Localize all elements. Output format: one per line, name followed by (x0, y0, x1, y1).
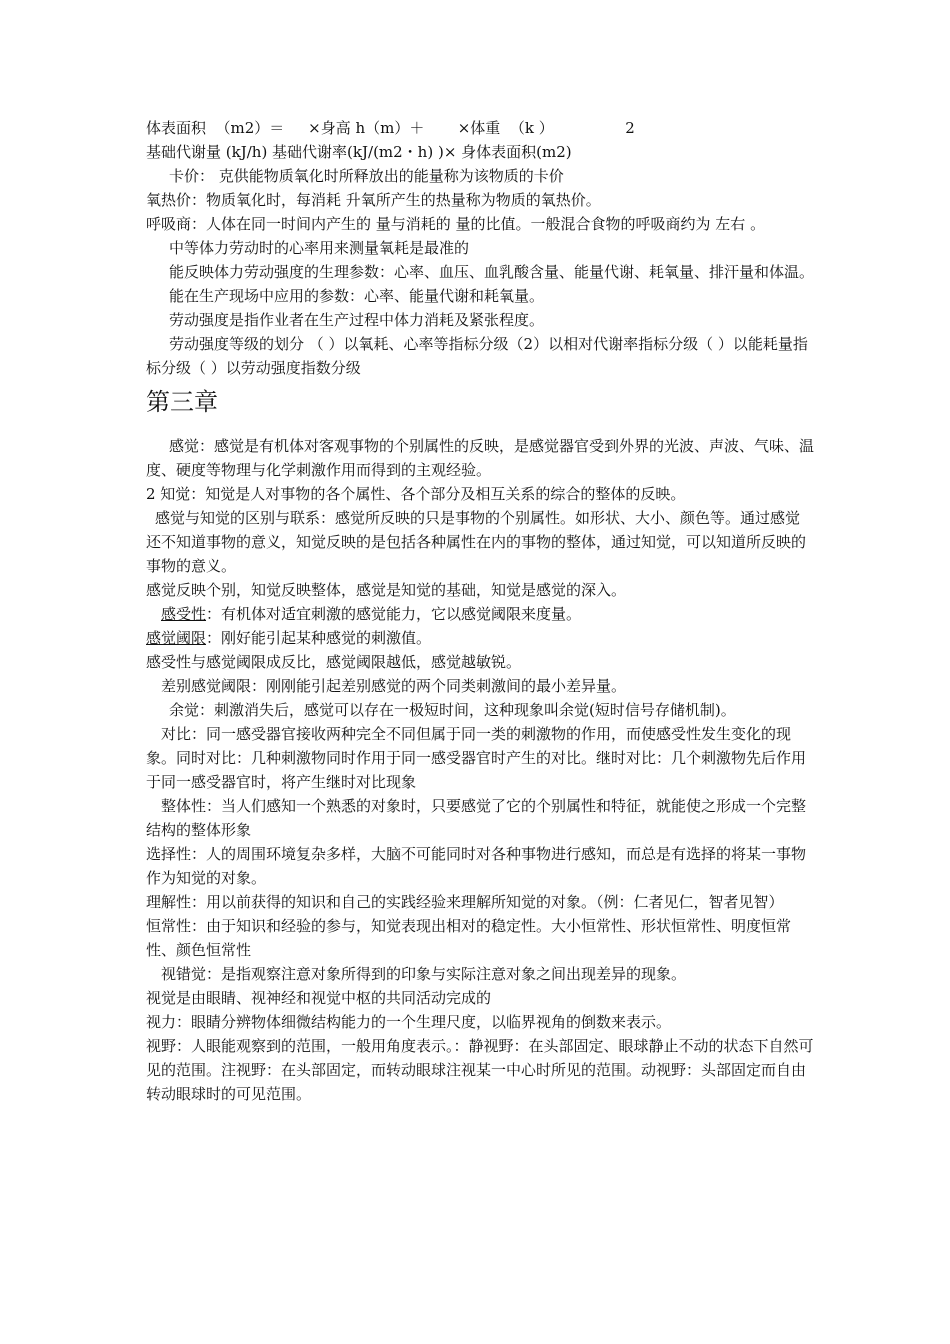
physiological-params: 能反映体力劳动强度的生理参数：心率、血压、血乳酸含量、能量代谢、耗氧量、排汗量和体温。 (169, 263, 815, 281)
threshold-definition: ：刚好能引起某种感觉的刺激值。 (206, 629, 432, 647)
visual-illusion-definition: 视错觉：是指观察注意对象所得到的印象与实际注意对象之间出现差异的现象。 (161, 965, 687, 983)
comprehension-definition: 理解性：用以前获得的知识和自己的实践经验来理解所知觉的对象。（例：仁者见仁，智者见智） (146, 893, 784, 911)
sensation-vs-perception: 感觉与知觉的区别与联系：感觉所反映的只是事物的个别属性。如形状、大小、颜色等。通过感觉还不知道事物的意义，知觉反映的是包括各种属性在内的事物的整体，通过知觉，可以知道所反映的事物的意义。 (146, 509, 807, 575)
sensitivity-term: 感受性 (161, 605, 207, 623)
basal-metabolism-formula: 基础代谢量 (kJ/h) 基础代谢率(kJ/(m2・h) )× 身体表面积(m2) (146, 143, 572, 161)
oxygen-calorific-value-definition: 氧热价：物质氧化时，每消耗 升氧所产生的热量称为物质的氧热价。 (146, 191, 601, 209)
labor-intensity-grades: 劳动强度等级的划分 （ ）以氧耗、心率等指标分级（2）以相对代谢率指标分级（ ）以能耗量指标分级（ ）以劳动强度指数分级 (146, 335, 808, 377)
contrast-definition: 对比：同一感受器官接收两种完全不同但属于同一类的刺激物的作用，而使感受性发生变化的现象。同时对比：几种刺激物同时作用于同一感受器官时产生的对比。继时对比：几个刺激物先后作用于同一感受器官时，将产生继时对比现象 (146, 725, 807, 791)
calorie-value-definition: 卡价： 克供能物质氧化时所释放出的能量称为该物质的卡价 (169, 167, 564, 185)
vision-process: 视觉是由眼睛、视神经和视觉中枢的共同活动完成的 (146, 989, 492, 1007)
perception-definition: 2 知觉：知觉是人对事物的各个属性、各个部分及相互关系的综合的整体的反映。 (146, 485, 686, 503)
selectivity-definition: 选择性：人的周围环境复杂多样，大脑不可能同时对各种事物进行感知，而总是有选择的将某一事物作为知觉的对象。 (146, 845, 807, 887)
chapter-title: 第三章 (146, 388, 218, 416)
inverse-relation: 感受性与感觉阈限成反比，感觉阈限越低，感觉越敏锐。 (146, 653, 522, 671)
body-surface-area-formula: 体表面积 （m2）＝ ×身高 h（m）＋ ×体重 （k ） 2 (146, 119, 635, 137)
visual-field-definition: 视野：人眼能观察到的范围，一般用角度表示。：静视野：在头部固定、眼球静止不动的状态下自然可见的范围。注视野：在头部固定，而转动眼球注视某一中心时所见的范围。动视野：头部固定而自由转动眼球时的可见范围。 (146, 1037, 814, 1103)
sensitivity-definition: ：有机体对适宜刺激的感觉能力，它以感觉阈限来度量。 (206, 605, 582, 623)
onsite-params: 能在生产现场中应用的参数：心率、能量代谢和耗氧量。 (169, 287, 545, 305)
constancy-definition: 恒常性：由于知识和经验的参与，知觉表现出相对的稳定性。大小恒常性、形状恒常性、明度恒常性、颜色恒常性 (146, 917, 792, 959)
difference-threshold: 差别感觉阈限：刚刚能引起差别感觉的两个同类刺激间的最小差异量。 (161, 677, 627, 695)
afterimage-definition: 余觉：刺激消失后，感觉可以存在一极短时间，这种现象叫余觉(短时信号存储机制)。 (169, 701, 736, 719)
sensation-definition: 感觉：感觉是有机体对客观事物的个别属性的反映，是感觉器官受到外界的光波、声波、气味、温度、硬度等物理与化学刺激作用而得到的主观经验。 (146, 437, 815, 479)
sensation-perception-summary: 感觉反映个别，知觉反映整体，感觉是知觉的基础，知觉是感觉的深入。 (146, 581, 627, 599)
document-page (146, 116, 814, 1106)
heart-rate-note: 中等体力劳动时的心率用来测量氧耗是最准的 (169, 239, 470, 257)
sensitivity-paragraph (146, 602, 814, 626)
threshold-term: 感觉阈限 (146, 629, 207, 647)
threshold-paragraph (146, 626, 814, 650)
wholeness-definition: 整体性：当人们感知一个熟悉的对象时，只要感觉了它的个别属性和特征，就能使之形成一个完整结构的整体形象 (146, 797, 807, 839)
visual-acuity-definition: 视力：眼睛分辨物体细微结构能力的一个生理尺度，以临界视角的倒数来表示。 (146, 1013, 672, 1031)
labor-intensity-definition: 劳动强度是指作业者在生产过程中体力消耗及紧张程度。 (169, 311, 545, 329)
respiratory-quotient-definition: 呼吸商：人体在同一时间内产生的 量与消耗的 量的比值。一般混合食物的呼吸商约为 左右 。 (146, 215, 766, 233)
